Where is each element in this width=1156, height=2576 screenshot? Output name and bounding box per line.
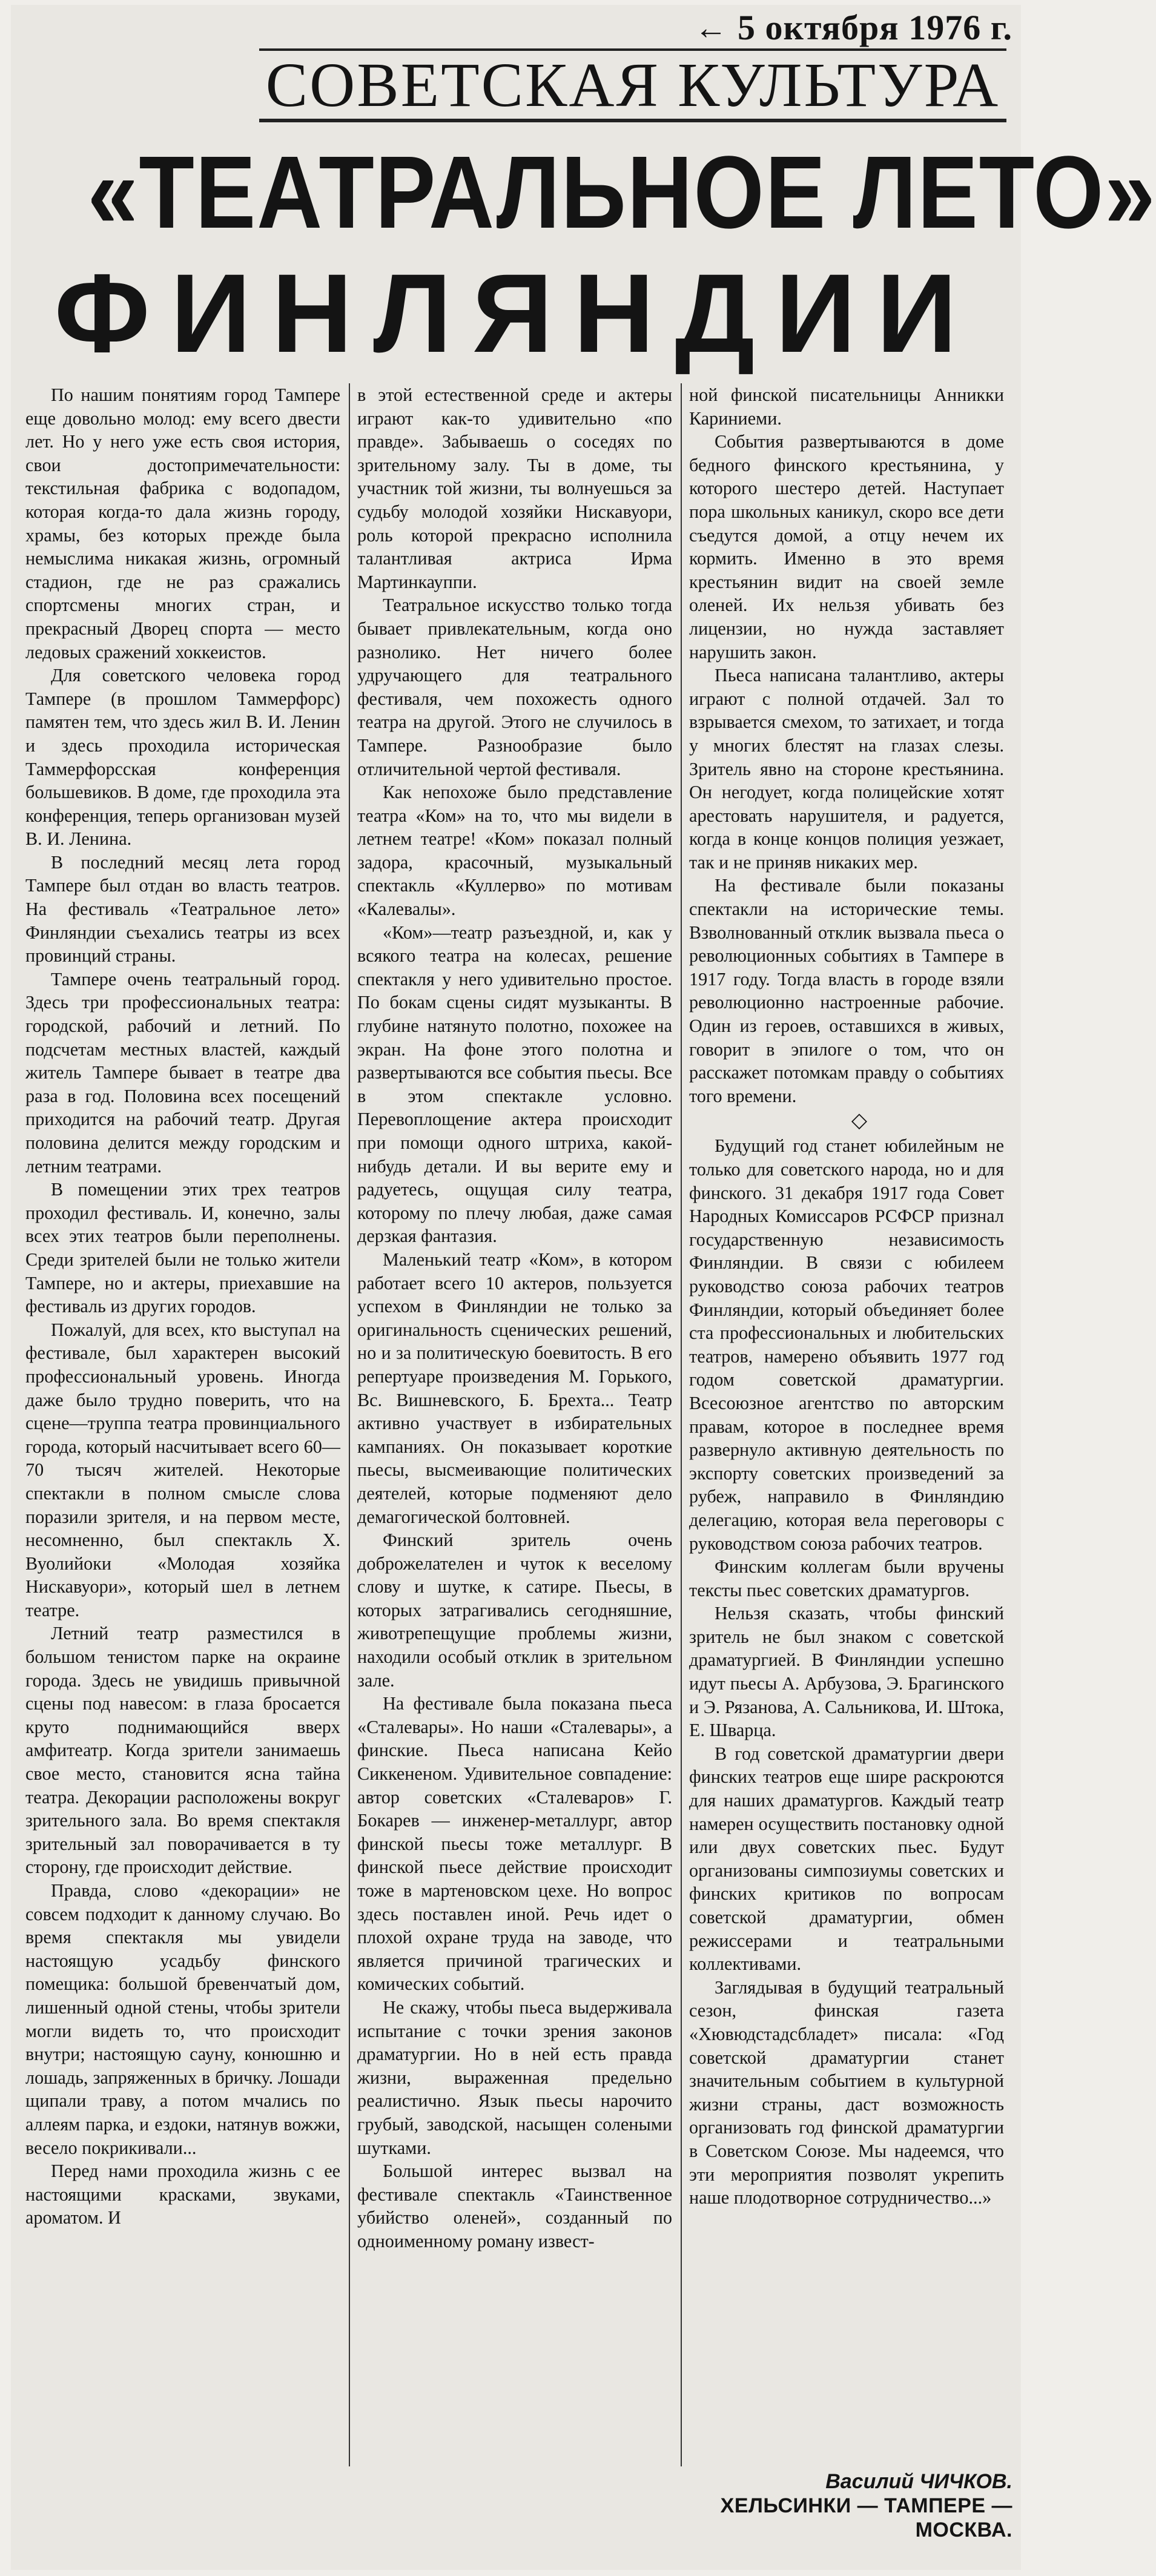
headline-line-1: «ТЕАТРАЛЬНОЕ ЛЕТО» xyxy=(87,135,1156,250)
article-paragraph: Пожалуй, для всех, кто выступал на фестивале, был характерен высокий профессиональный уровень. Иногда даже было трудно поверить, что на сцене—труппа театра провинциального города, который насчитывает всего 60—70 тысяч жителей. Некоторые спектакли в полном смысле слова поразили зрителя, и на первом месте, несомненно, был спектакль X. Вуолийоки «Молодая хозяйка Нискавуори», который шел в летнем театре. xyxy=(25,1319,340,1620)
article-column-3 xyxy=(689,383,1004,2466)
article-paragraph: Театральное искусство только тогда бывает привлекательным, когда оно разнолико. Нет ничего более удручающего для театрального фестиваля, чем похожесть одного театра на другой. Этого не случилось в Тампере. Разнообразие было отличительной чертой фестиваля. xyxy=(357,595,672,779)
article-paragraph: В последний месяц лета город Тампере был отдан во власть театров. На фестиваль «Театральное лето» Финляндии съехались театры из всех провинций страны. xyxy=(25,851,340,966)
article-paragraph: События развертываются в доме бедного финского крестьянина, у которого шестеро детей. Наступает пора школьных каникул, скоро все дети съедутся домой, а отцу нечем их кормить. Именно в это время крестьянин видит на своей земле оленей. Их нельзя убивать без лицензии, но нужда заставляет нарушить закон. xyxy=(689,431,1004,662)
article-paragraph: Нельзя сказать, чтобы финский зритель не был знаком с советской драматургией. В Финляндии успешно идут пьесы А. Арбузова, Э. Брагинского и Э. Рязанова, А. Сальникова, И. Штока, Е. Шварца. xyxy=(689,1603,1004,1741)
newspaper-clipping xyxy=(11,5,1156,2570)
dateline-place-1: ХЕЛЬСИНКИ — ТАМПЕРЕ — xyxy=(720,2494,1012,2517)
dateline-place-2: МОСКВА. xyxy=(915,2518,1012,2541)
article-column-2 xyxy=(357,383,672,2466)
article-columns xyxy=(25,383,1028,2466)
article-paragraph: В год советской драматургии двери финских театров еще шире раскроются для наших драматургов. Каждый театр намерен осуществить постановку одной или двух советских пьес. Будут организованы симпозиумы советских и финских критиков по вопросам советской драматургии, обмен режиссерами и театральными коллективами. xyxy=(689,1743,1004,1975)
article-paragraph: Для советского человека город Тампере (в прошлом Таммерфорс) памятен тем, что здесь жил В. И. Ленин и здесь проходила историческая Таммерфорсская конференция большевиков. В доме, где проходила эта конференция, теперь организован музей В. И. Ленина. xyxy=(25,665,340,850)
publication-date: 5 октября 1976 г. xyxy=(738,8,1012,47)
author-name: Василий ЧИЧКОВ. xyxy=(825,2470,1012,2493)
article-signature xyxy=(721,2469,1012,2542)
article-paragraph: Финский зритель очень доброжелателен и чуток к веселому слову и шутке, к сатире. Пьесы, в которых затрагивались сегодняшние, животрепещущие проблемы жизни, находили особый отклик в зрительном зале. xyxy=(357,1530,672,1691)
article-paragraph: ной финской писательницы Анникки Кариниеми. xyxy=(689,385,1004,429)
article-paragraph: Большой интерес вызвал на фестивале спектакль «Таинственное убийство оленей», созданный по одноименному роману извест- xyxy=(357,2161,672,2251)
article-paragraph: На фестивале была показана пьеса «Сталевары». Но наши «Сталевары», а финские. Пьеса написана Кейо Сиккененом. Удивительное совпадение: автор советских «Сталеваров» Г. Бокарев — инженер-металлург, автор финской пьесы тоже металлург. В финской пьесе действие происходит тоже в мартеновском цехе. Но вопрос здесь поставлен иной. Речь идет о плохой охране труда на заводе, что является причиной трагических и комических событий. xyxy=(357,1693,672,1995)
article-paragraph: Правда, слово «декорации» не совсем подходит к данному случаю. Во время спектакля мы увидели настоящую усадьбу финского помещика: большой бревенчатый дом, лишенный одной стены, чтобы зрители могли видеть то, что происходит внутри; настоящую сауну, конюшню и лошадь, запряженных в бричку. Лошади щипали траву, а потом мчались по аллеям парка, и ездоки, натянув вожжи, весело покрикивали... xyxy=(25,1880,340,2158)
article-paragraph: Летний театр разместился в большом тенистом парке на окраине города. Здесь не увидишь привычной сцены под навесом: в глаза бросается круто поднимающийся вверх амфитеатр. Когда зрители занимаешь свое место, становится ясна тайна театра. Декорации расположены вокруг зрительного зала. Во время спектакля зрительный зал поворачивается в ту сторону, где происходит действие. xyxy=(25,1623,340,1878)
arrow-left-icon: ← xyxy=(695,9,728,46)
article-paragraph: На фестивале были показаны спектакли на исторические темы. Взволнованный отклик вызвала пьеса о революционных событиях в Тампере в 1917 году. Тогда власть в городе взяли революционно настроенные рабочие. Один из героев, оставшихся в живых, говорит в эпилоге о том, что он расскажет потомкам правду о событиях того времени. xyxy=(689,875,1004,1106)
article-paragraph: Тампере очень театральный город. Здесь три профессиональных театра: городской, рабочий и летний. По подсчетам местных властей, каждый житель Тампере бывает в театре два раза в год. Половина всех посещений приходится на рабочий театр. Другая половина делится между городским и летним театрами. xyxy=(25,968,340,1177)
article-paragraph: Заглядывая в будущий театральный сезон, финская газета «Хювюдстадсбладет» писала: «Год советской драматургии станет значительным событием в культурной жизни страны, даст возможность организовать год финской драматургии в Советском Союзе. Мы надеемся, что эти мероприятия позволят укрепить наше плодотворное сотрудничество...» xyxy=(689,1977,1004,2208)
column-rule xyxy=(349,383,350,2466)
newspaper-masthead xyxy=(259,48,1006,122)
column-rule xyxy=(681,383,682,2466)
article-paragraph: в этой естественной среде и актеры играют как-то удивительно «по правде». Забываешь о соседях по зрительному залу. Ты в доме, ты участник той жизни, ты волнуешься за судьбу молодой хозяйки Нискавуори, роль которой прекрасно исполнила талантливая актриса Ирма Мартинкауппи. xyxy=(357,385,672,592)
headline-line-2: ФИНЛЯНДИИ xyxy=(54,251,978,376)
dateline xyxy=(695,7,1012,48)
section-separator-icon: ◇ xyxy=(851,1109,868,1132)
article-paragraph: «Ком»—театр разъездной, и, как у всякого театра на колесах, решение спектакля у него удивительно простое. По бокам сцены сидят музыканты. В глубине натянуто полотно, похожее на экран. На фоне этого полотна и развертываются все события пьесы. Все в этом спектакле условно. Перевоплощение актера происходит при помощи одного штриха, какой-нибудь детали. И вы верите ему и радуетесь, ощущая силу театра, которому по плечу любая, даже самая дерзкая фантазия. xyxy=(357,922,672,1247)
article-paragraph: В помещении этих трех театров проходил фестиваль. И, конечно, залы всех этих театров были переполнены. Среди зрителей были не только жители Тампере, но и актеры, приехавшие на фестиваль из других городов. xyxy=(25,1179,340,1317)
article-paragraph: Финским коллегам были вручены тексты пьес советских драматургов. xyxy=(689,1556,1004,1600)
article-paragraph: Не скажу, чтобы пьеса выдерживала испытание с точки зрения законов драматургии. Но в ней есть правда жизни, выраженная предельно реалистично. Язык пьесы нарочито грубый, заводской, насыщен солеными шутками. xyxy=(357,1996,672,2158)
article-paragraph: Как непохоже было представление театра «Ком» на то, что мы видели в летнем театре! «Ком» показал полный задора, красочный, музыкальный спектакль «Куллерво» по мотивам «Калевалы». xyxy=(357,782,672,920)
article-paragraph: Маленький театр «Ком», в котором работает всего 10 актеров, пользуется успехом в Финляндии не только за оригинальность сценических решений, но и за политическую боевитость. В его репертуаре произведения М. Горького, Вс. Вишневского, Б. Брехта... Театр активно участвует в избирательных кампаниях. Он показывает короткие пьесы, высмеивающие политических деятелей, которые подменяют дело демагогической болтовней. xyxy=(357,1249,672,1527)
article-paragraph: По нашим понятиям город Тампере еще довольно молод: ему всего двести лет. Но у него уже есть своя история, свои достопримечательности: текстильная фабрика с водопадом, которая когда-то дала жизнь городу, храмы, без которых прежде была немыслима никакая жизнь, огромный стадион, где не раз сражались спортсмены многих стран, и прекрасный Дворец спорта — место ледовых сражений хоккеистов. xyxy=(25,385,340,662)
newspaper-title: СОВЕТСКАЯ КУЛЬТУРА xyxy=(265,50,1000,120)
article-paragraph: Будущий год станет юбилейным не только для советского народа, но и для финского. 31 декабря 1917 года Совет Народных Комиссаров РСФСР признал государственную независимость Финляндии. В связи с юбилеем руководство союза рабочих театров Финляндии, который объединяет более ста профессиональных и любительских театров, намерено объявить 1977 год годом советской драматургии. Всесоюзное агентство по авторским правам, которое в последнее время развернуло активную деятельность по экспорту советских произведений за рубеж, направило в Финляндию делегацию, которая вела переговоры с руководством союза рабочих театров. xyxy=(689,1135,1004,1554)
article-column-1 xyxy=(25,383,340,2466)
article-paragraph: Перед нами проходила жизнь с ее настоящими красками, звуками, ароматом. И xyxy=(25,2161,340,2228)
article-paragraph: Пьеса написана талантливо, актеры играют с полной отдачей. Зал то взрывается смехом, то затихает, и тогда у многих блестят на глазах слезы. Зритель явно на стороне крестьянина. Он негодует, когда полицейские хотят арестовать нарушителя, и радуется, когда в конце концов полиция уезжает, так и не приняв никаких мер. xyxy=(689,665,1004,873)
